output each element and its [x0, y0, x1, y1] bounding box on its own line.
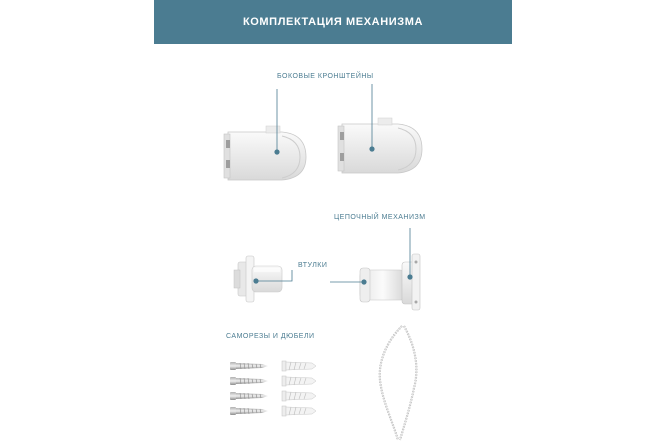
bead-chain-icon — [380, 326, 417, 440]
bracket-callout-dot-right — [369, 146, 374, 151]
screw-icon — [230, 407, 268, 415]
bushing-callout-dot — [253, 278, 258, 283]
dowel-icon — [282, 406, 316, 416]
screw-icon — [230, 362, 268, 370]
screws-group — [230, 362, 268, 415]
page-title: КОМПЛЕКТАЦИЯ МЕХАНИЗМА — [242, 16, 424, 28]
bushings-label: ВТУЛКИ — [298, 262, 328, 269]
dowel-icon — [282, 376, 316, 386]
side-bracket-icon-right — [338, 118, 422, 173]
bushing-callout-dot-right — [361, 279, 366, 284]
dowel-icon — [282, 361, 316, 371]
brackets-label: БОКОВЫЕ КРОНШТЕЙНЫ — [277, 73, 374, 80]
screws-label: САМОРЕЗЫ И ДЮБЕЛИ — [226, 333, 315, 340]
screw-icon — [230, 377, 268, 385]
chain-callout-dot — [407, 274, 412, 279]
bracket-callout-dot-left — [274, 149, 279, 154]
dowel-icon — [282, 391, 316, 401]
chain-mechanism-icon — [360, 254, 420, 310]
side-bracket-icon-left — [224, 126, 306, 180]
screw-icon — [230, 392, 268, 400]
dowels-group — [282, 361, 316, 416]
bushing-icon — [234, 256, 282, 302]
chain-mechanism-label: ЦЕПОЧНЫЙ МЕХАНИЗМ — [334, 214, 426, 221]
